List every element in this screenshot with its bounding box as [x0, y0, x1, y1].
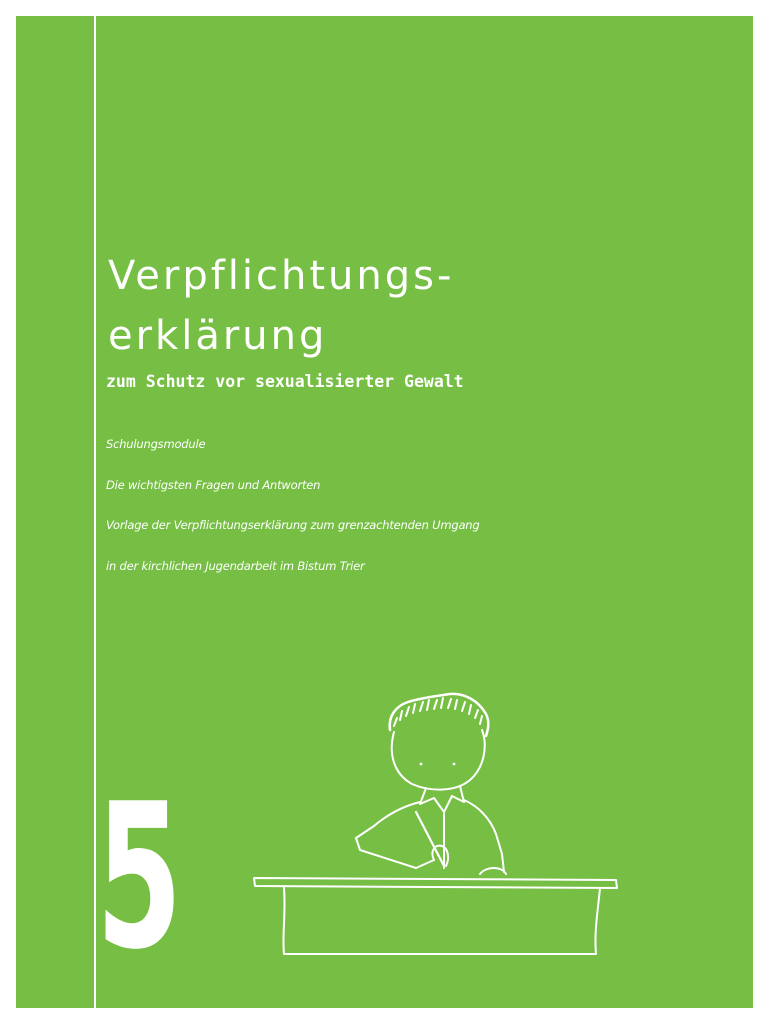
cover-page: [16, 16, 753, 1008]
hair-scribble: [390, 694, 489, 736]
topic-item: Schulungsmodule: [106, 437, 206, 451]
topic-item: Die wichtigsten Fragen und Antworten: [106, 477, 321, 492]
desk-front: [283, 888, 600, 954]
desk-top: [254, 878, 617, 888]
child-writing-at-desk-drawing-icon: [16, 16, 753, 1008]
head: [392, 730, 485, 790]
topic-item: in der kirchlichen Jugendarbeit im Bistum Trier: [106, 558, 365, 573]
cover-subtitle: zum Schutz vor sexualisierter Gewalt: [106, 372, 464, 391]
topic-item: Vorlage der Verpflichtungserklärung zum grenzachtenden Umgang: [106, 518, 480, 532]
title-line-1: Verpflichtungs-: [108, 253, 455, 299]
volume-number: 5: [96, 761, 180, 994]
torso: [356, 802, 434, 868]
pencil: [416, 812, 444, 866]
title-line-2: erklärung: [108, 313, 328, 359]
